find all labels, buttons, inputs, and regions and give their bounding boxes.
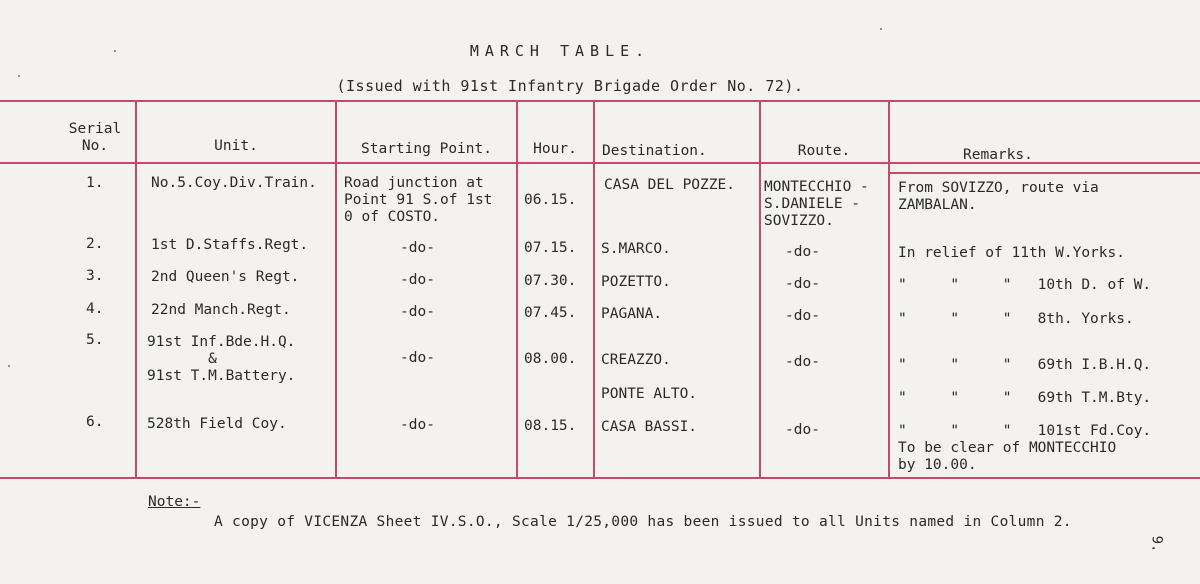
document-title: MARCH TABLE.: [469, 42, 651, 60]
table-row-2-serial: 2.: [86, 236, 104, 252]
table-top-rule: [0, 100, 1200, 102]
table-row-4-route: -do-: [785, 308, 820, 324]
table-row-3-remarks: " " " 10th D. of W.: [898, 277, 1152, 293]
paper-speck: [114, 50, 116, 52]
table-row-3-destination: POZETTO.: [601, 274, 671, 290]
table-bottom-rule: [0, 477, 1200, 479]
paper-speck: [18, 75, 20, 77]
table-row-4-starting-point: -do-: [400, 304, 435, 320]
table-row-6-starting-point: -do-: [400, 417, 435, 433]
table-row-2-remarks: In relief of 11th W.Yorks.: [898, 245, 1125, 261]
table-row-1-hour: 06.15.: [524, 192, 577, 208]
table-row-6-destination: CASA BASSI.: [601, 419, 698, 435]
table-row-5-unit: 91st Inf.Bde.H.Q. & 91st T.M.Battery.: [147, 334, 296, 384]
header-starting-point: Starting Point.: [361, 141, 492, 157]
header-route: Route.: [797, 143, 851, 159]
table-row-6-hour: 08.15.: [524, 418, 577, 434]
table-row-3-route: -do-: [785, 276, 820, 292]
table-row-1-route: MONTECCHIO - S.DANIELE - SOVIZZO.: [764, 179, 869, 229]
table-row-3-starting-point: -do-: [400, 272, 435, 288]
header-remarks: Remarks.: [963, 147, 1033, 163]
table-row-1-starting-point: Road junction at Point 91 S.of 1st 0 of COSTO.: [344, 175, 493, 225]
page-number: 9.: [1148, 535, 1165, 553]
table-row-4-remarks: " " " 8th. Yorks.: [898, 311, 1134, 327]
table-row-3-serial: 3.: [86, 268, 104, 284]
table-row-5-remarks: " " " 69th I.B.H.Q.: [898, 357, 1152, 373]
column-divider-1: [135, 100, 137, 477]
table-row-3-unit: 2nd Queen's Regt.: [151, 269, 300, 285]
table-row-6-route: -do-: [785, 422, 820, 438]
header-destination: Destination.: [602, 143, 707, 159]
table-row-4-destination: PAGANA.: [601, 306, 663, 322]
table-row-4-unit: 22nd Manch.Regt.: [151, 302, 291, 318]
document-subtitle: (Issued with 91st Infantry Brigade Order No. 72).: [336, 77, 804, 95]
table-header-rule-right: [888, 172, 1200, 174]
table-row-1-remarks: From SOVIZZO, route via ZAMBALAN.: [898, 180, 1099, 213]
table-row-2-route: -do-: [785, 244, 820, 260]
table-row-2-hour: 07.15.: [524, 240, 577, 256]
table-row-6-serial: 6.: [86, 414, 104, 430]
table-row-1-unit: No.5.Coy.Div.Train.: [151, 175, 317, 191]
table-row-3-hour: 07.30.: [524, 273, 577, 289]
table-row-1-destination: CASA DEL POZZE.: [604, 177, 735, 193]
table-row-6-unit: 528th Field Coy.: [147, 416, 287, 432]
table-row-5-hour: 08.00.: [524, 351, 577, 367]
table-row-1-serial: 1.: [86, 175, 104, 191]
table-row-5-destination: CREAZZO.: [601, 352, 671, 368]
table-row-5-starting-point: -do-: [400, 350, 435, 366]
header-unit: Unit.: [214, 138, 258, 154]
paper-speck: [8, 365, 10, 367]
note-label: Note:-: [148, 494, 201, 510]
table-row-2-destination: S.MARCO.: [601, 241, 671, 257]
header-hour: Hour.: [533, 141, 577, 157]
table-row-5-serial: 5.: [86, 332, 104, 348]
table-row-5-route: -do-: [785, 354, 820, 370]
paper-speck: [880, 28, 882, 30]
table-row-4-hour: 07.45.: [524, 305, 577, 321]
table-row-6-remarks: " " " 101st Fd.Coy. To be clear of MONTECCHIO by 10.00.: [898, 423, 1152, 473]
table-row-2-starting-point: -do-: [400, 240, 435, 256]
note-text: A copy of VICENZA Sheet IV.S.O., Scale 1/25,000 has been issued to all Units named in Column 2.: [214, 514, 1072, 530]
table-row-4-serial: 4.: [86, 301, 104, 317]
table-row-5b-remarks: " " " 69th T.M.Bty.: [898, 390, 1152, 406]
header-serial: Serial No.: [68, 121, 122, 154]
table-row-5b-destination: PONTE ALTO.: [601, 386, 698, 402]
table-row-2-unit: 1st D.Staffs.Regt.: [151, 237, 309, 253]
